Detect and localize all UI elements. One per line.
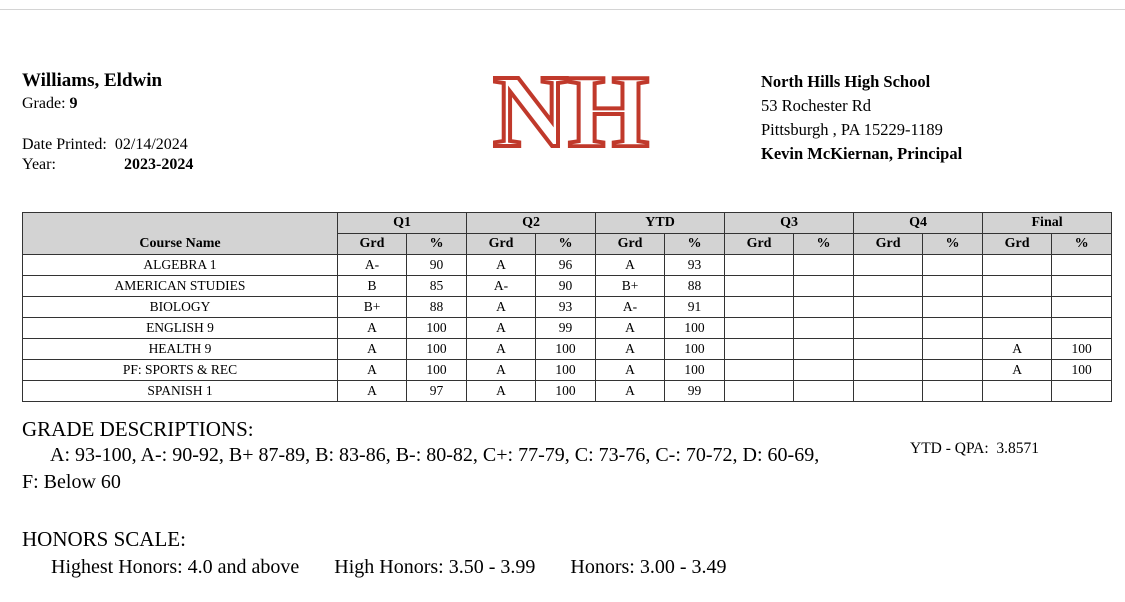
percent-cell — [794, 339, 854, 360]
qpa-label: YTD - QPA: — [910, 440, 989, 457]
pct-header: % — [1052, 234, 1112, 255]
percent-cell — [923, 297, 983, 318]
period-header-ytd: YTD — [596, 213, 725, 234]
grade-cell: A — [338, 339, 407, 360]
course-name-cell: ENGLISH 9 — [23, 318, 338, 339]
period-header-q1: Q1 — [338, 213, 467, 234]
student-grade — [22, 94, 362, 114]
school-address: 53 Rochester Rd — [761, 96, 871, 115]
grade-cell — [854, 360, 923, 381]
grade-cell — [983, 276, 1052, 297]
honors-item: Honors: 3.00 - 3.49 — [570, 556, 727, 578]
period-header-q4: Q4 — [854, 213, 983, 234]
course-name-cell: BIOLOGY — [23, 297, 338, 318]
percent-cell: 100 — [665, 318, 725, 339]
grd-header: Grd — [983, 234, 1052, 255]
grade-cell: A — [467, 255, 536, 276]
grade-cell — [854, 276, 923, 297]
grade-cell: B+ — [596, 276, 665, 297]
grade-cell — [854, 381, 923, 402]
grade-cell: A — [338, 360, 407, 381]
grade-cell — [725, 297, 794, 318]
course-name-cell: ALGEBRA 1 — [23, 255, 338, 276]
percent-cell — [794, 276, 854, 297]
pct-header: % — [794, 234, 854, 255]
table-row — [23, 276, 1112, 297]
grade-cell: A- — [596, 297, 665, 318]
percent-cell — [794, 255, 854, 276]
grd-header: Grd — [725, 234, 794, 255]
course-name-cell: HEALTH 9 — [23, 339, 338, 360]
course-name-header: Course Name — [23, 213, 338, 255]
percent-cell: 100 — [407, 318, 467, 339]
grade-cell — [725, 255, 794, 276]
year-label: Year: — [22, 156, 56, 173]
percent-cell: 85 — [407, 276, 467, 297]
logo-text: NH — [493, 68, 649, 148]
period-header-final: Final — [983, 213, 1112, 234]
grade-cell: B — [338, 276, 407, 297]
percent-cell — [1052, 297, 1112, 318]
percent-cell — [923, 339, 983, 360]
school-name: North Hills High School — [761, 72, 931, 91]
date-printed-value: 02/14/2024 — [114, 136, 188, 153]
grade-cell: A — [338, 381, 407, 402]
school-principal: Kevin McKiernan, Principal — [761, 144, 963, 163]
honors-item: Highest Honors: 4.0 and above — [51, 556, 300, 578]
grade-cell: B+ — [338, 297, 407, 318]
percent-cell: 97 — [407, 381, 467, 402]
year-value: 2023-2024 — [124, 156, 194, 173]
period-header-q2: Q2 — [467, 213, 596, 234]
percent-cell — [794, 360, 854, 381]
grade-cell: A — [467, 297, 536, 318]
grade-cell — [854, 255, 923, 276]
course-name-cell: PF: SPORTS & REC — [23, 360, 338, 381]
student-info — [22, 70, 362, 175]
percent-cell — [794, 381, 854, 402]
honors-scale-title: HONORS SCALE: — [22, 527, 186, 551]
percent-cell: 91 — [665, 297, 725, 318]
grade-cell: A — [596, 360, 665, 381]
grade-cell — [725, 318, 794, 339]
grd-header: Grd — [854, 234, 923, 255]
grade-descriptions-title: GRADE DESCRIPTIONS: — [22, 417, 254, 441]
nh-logo-icon — [491, 68, 651, 148]
percent-cell: 96 — [536, 255, 596, 276]
grade-cell: A — [467, 339, 536, 360]
date-printed-label: Date Printed: — [22, 136, 107, 153]
table-row — [23, 318, 1112, 339]
qpa-value: 3.8571 — [996, 440, 1040, 457]
percent-cell — [794, 297, 854, 318]
grade-cell — [725, 276, 794, 297]
grade-cell: A — [338, 318, 407, 339]
period-header-q3: Q3 — [725, 213, 854, 234]
percent-cell: 90 — [407, 255, 467, 276]
grade-cell: A — [983, 339, 1052, 360]
grade-value: 9 — [69, 95, 78, 112]
grade-cell — [854, 297, 923, 318]
grade-cell: A — [467, 318, 536, 339]
grade-cell: A- — [338, 255, 407, 276]
grd-header: Grd — [338, 234, 407, 255]
grade-cell: A — [596, 318, 665, 339]
grade-rows — [23, 255, 1112, 402]
grade-cell: A — [467, 360, 536, 381]
percent-cell: 100 — [407, 339, 467, 360]
percent-cell — [923, 381, 983, 402]
percent-cell — [1052, 381, 1112, 402]
grd-header: Grd — [467, 234, 536, 255]
grade-cell: A — [467, 381, 536, 402]
school-info — [761, 70, 1101, 166]
percent-cell: 100 — [407, 360, 467, 381]
grades-table — [22, 212, 1112, 402]
grade-cell — [983, 255, 1052, 276]
percent-cell: 100 — [665, 360, 725, 381]
school-city: Pittsburgh , PA 15229-1189 — [761, 120, 943, 139]
percent-cell — [1052, 276, 1112, 297]
grade-cell: A — [596, 339, 665, 360]
percent-cell — [923, 276, 983, 297]
percent-cell: 88 — [407, 297, 467, 318]
honors-item: High Honors: 3.50 - 3.99 — [334, 556, 536, 578]
ytd-qpa — [910, 439, 1039, 459]
grade-cell — [983, 318, 1052, 339]
grade-cell: A — [596, 255, 665, 276]
percent-cell: 100 — [665, 339, 725, 360]
grade-cell — [725, 360, 794, 381]
date-printed — [22, 135, 362, 155]
pct-header: % — [923, 234, 983, 255]
percent-cell: 100 — [536, 360, 596, 381]
table-row — [23, 255, 1112, 276]
percent-cell — [1052, 255, 1112, 276]
percent-cell — [923, 318, 983, 339]
grade-cell: A — [596, 381, 665, 402]
honors-scale-items — [51, 554, 757, 580]
table-row — [23, 297, 1112, 318]
pct-header: % — [665, 234, 725, 255]
grade-descriptions-text: A: 93-100, A-: 90-92, B+ 87-89, B: 83-86, B-: 80-82, C+: 77-79, C: 73-76, C-: 70-72, D: 60-69, F: Below 60 — [22, 444, 820, 493]
grade-cell: A — [983, 360, 1052, 381]
table-row — [23, 339, 1112, 360]
grade-cell — [983, 297, 1052, 318]
percent-cell: 93 — [665, 255, 725, 276]
percent-cell — [1052, 318, 1112, 339]
percent-cell: 90 — [536, 276, 596, 297]
student-name: Williams, Eldwin — [22, 70, 163, 91]
percent-cell: 100 — [536, 381, 596, 402]
table-row — [23, 381, 1112, 402]
grade-cell: A- — [467, 276, 536, 297]
page-top-divider — [0, 9, 1125, 10]
pct-header: % — [407, 234, 467, 255]
percent-cell: 99 — [536, 318, 596, 339]
percent-cell: 100 — [536, 339, 596, 360]
percent-cell: 100 — [1052, 360, 1112, 381]
grade-cell — [725, 381, 794, 402]
course-name-cell: SPANISH 1 — [23, 381, 338, 402]
grade-label: Grade: — [22, 95, 66, 112]
percent-cell — [794, 318, 854, 339]
percent-cell — [923, 255, 983, 276]
percent-cell: 93 — [536, 297, 596, 318]
grade-cell — [854, 318, 923, 339]
percent-cell — [923, 360, 983, 381]
grade-cell — [725, 339, 794, 360]
grade-cell — [854, 339, 923, 360]
percent-cell: 100 — [1052, 339, 1112, 360]
grade-cell — [983, 381, 1052, 402]
grd-header: Grd — [596, 234, 665, 255]
pct-header: % — [536, 234, 596, 255]
percent-cell: 88 — [665, 276, 725, 297]
course-name-cell: AMERICAN STUDIES — [23, 276, 338, 297]
school-year — [22, 155, 362, 175]
percent-cell: 99 — [665, 381, 725, 402]
table-row — [23, 360, 1112, 381]
